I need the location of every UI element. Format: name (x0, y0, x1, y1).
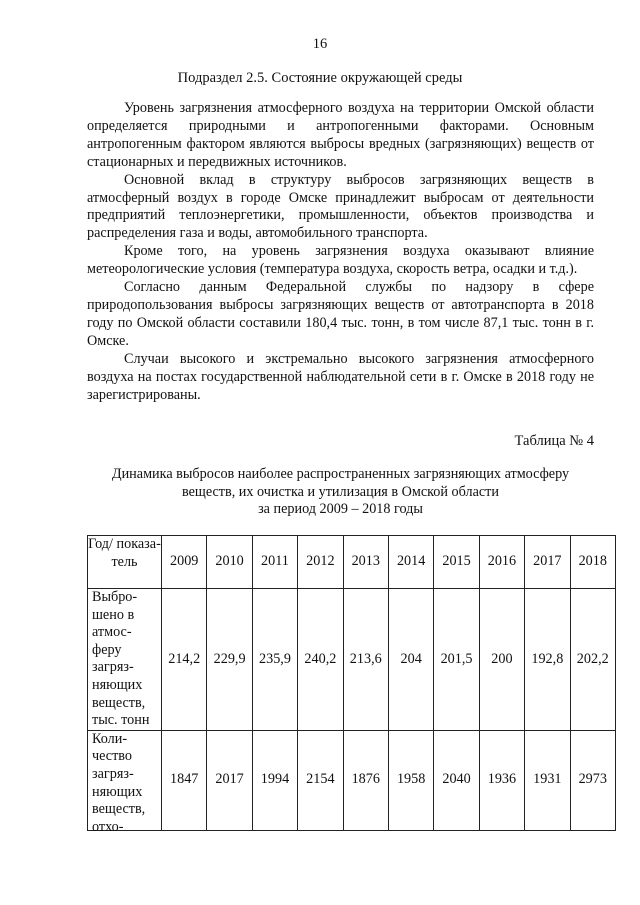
year-cell: 2014 (388, 536, 433, 589)
value-cell: 1994 (252, 730, 297, 830)
table-row (88, 730, 616, 830)
year-cell: 2011 (252, 536, 297, 589)
value-cell: 213,6 (343, 589, 388, 731)
paragraph: Случаи высокого и экстремально высокого загрязнения атмосферного воздуха на постах государственной наблюдательной сети в г. Омске в 2018 году не зарегистрированы. (87, 350, 594, 403)
subsection-title: Подраздел 2.5. Состояние окружающей среды (177, 70, 463, 86)
emissions-table (87, 535, 616, 835)
paragraph: Уровень загрязнения атмосферного воздуха на территории Омской области определяется природными и антропогенными факторами. Основным антропогенным фактором являются выбросы вредных (загрязняющих) веществ от стационарных и передвижных источников. (87, 100, 594, 170)
table-caption (87, 466, 594, 519)
row-label-cell (88, 730, 162, 835)
value-cell: 214,2 (162, 589, 207, 731)
value-cell: 2040 (434, 730, 479, 830)
value-cell: 1936 (479, 730, 524, 830)
value-cell: 200 (479, 589, 524, 731)
header-label-cell: Год/ показа- тель (88, 536, 162, 589)
page-number: 16 (312, 36, 328, 52)
value-cell: 1876 (343, 730, 388, 830)
value-cell: 1847 (162, 730, 207, 830)
value-cell: 1958 (388, 730, 433, 830)
table-caption-line: Динамика выбросов наиболее распространенных загрязняющих атмосферу (111, 466, 570, 482)
value-cell: 201,5 (434, 589, 479, 731)
value-cell: 202,2 (570, 589, 615, 731)
value-cell: 240,2 (298, 589, 343, 731)
row-label-text: Коли- чество загряз- няющих веществ, отхо- (92, 730, 146, 835)
year-cell: 2018 (570, 536, 615, 589)
table-header-row (88, 536, 616, 589)
value-cell: 235,9 (252, 589, 297, 731)
table-number: Таблица № 4 (514, 433, 594, 449)
value-cell: 2973 (570, 730, 615, 830)
paragraph: Согласно данным Федеральной службы по надзору в сфере природопользования выбросы загрязняющих веществ от автотранспорта в 2018 году по Омской области составили 180,4 тыс. тонн, в том числе 87,1 тыс. тонн в г. Омске. (87, 279, 594, 349)
value-cell: 2154 (298, 730, 343, 830)
year-cell: 2016 (479, 536, 524, 589)
value-cell: 192,8 (525, 589, 570, 731)
paragraph: Кроме того, на уровень загрязнения воздуха оказывают влияние метеорологические условия (температура воздуха, скорость ветра, осадки и т.д.). (87, 243, 594, 278)
year-cell: 2009 (162, 536, 207, 589)
table-caption-line: веществ, их очистка и утилизация в Омской области (182, 483, 499, 500)
year-cell: 2017 (525, 536, 570, 589)
paragraph: Основной вклад в структуру выбросов загрязняющих веществ в атмосферный воздух в городе Омске принадлежит выбросам от деятельности предприятий теплоэнергетики, промышленности, объектов производства и распределения газа и воды, автомобильного транспорта. (87, 171, 594, 242)
year-cell: 2010 (207, 536, 252, 589)
table-caption-line: за период 2009 – 2018 годы (258, 501, 423, 517)
year-cell: 2012 (298, 536, 343, 589)
value-cell: 2017 (207, 730, 252, 830)
body-text (87, 100, 594, 404)
row-label-cell: Выбро- шено в атмос- феру загряз- няющих веществ, тыс. тонн (88, 589, 162, 731)
table-row (88, 589, 616, 731)
value-cell: 229,9 (207, 589, 252, 731)
value-cell: 1931 (525, 730, 570, 830)
year-cell: 2013 (343, 536, 388, 589)
value-cell: 204 (388, 589, 433, 731)
year-cell: 2015 (434, 536, 479, 589)
